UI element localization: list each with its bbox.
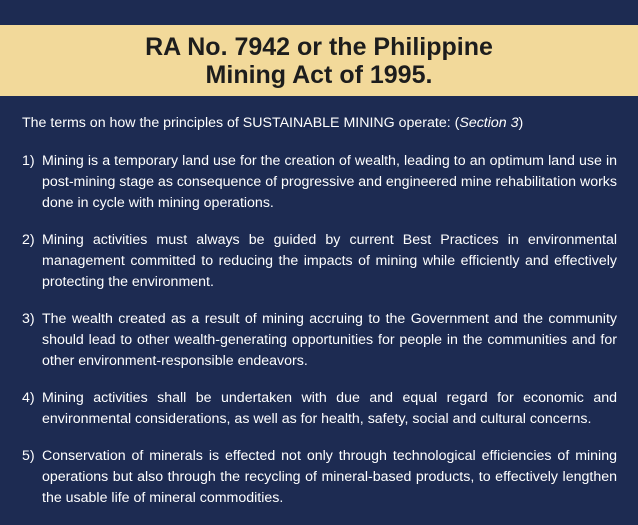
page-title-line-2: Mining Act of 1995. [205, 60, 433, 89]
list-item-text: Conservation of minerals is effected not only through technological efficiencies of mining operations but also through the recycling of mineral-based products, to effectively lengthen the usable life of mineral commodities. [42, 448, 617, 506]
intro-close-paren: ) [518, 115, 524, 131]
list-item [22, 309, 617, 372]
list-item-text: Mining is a temporary land use for the creation of wealth, leading to an optimum land use in post-mining stage as consequence of progressive and engineered mine rehabilitation works done in cycle with mining operations. [42, 153, 617, 211]
title-banner [0, 25, 638, 96]
list-item-number: 4) [22, 390, 35, 406]
list-item [22, 388, 617, 430]
list-item-text: Mining activities must always be guided by current Best Practices in environmental management committed to reducing the impacts of mining while efficiently and effectively protecting the environment. [42, 232, 617, 290]
list-item [22, 230, 617, 293]
list-item-text: Mining activities shall be undertaken with due and equal regard for economic and environmental considerations, as well as for health, safety, social and cultural concerns. [42, 390, 617, 427]
page-title-line-1: RA No. 7942 or the Philippine [145, 32, 493, 61]
intro-text: The terms on how the principles of SUSTAINABLE MINING operate: ( [22, 115, 460, 131]
list-item-number: 5) [22, 448, 35, 464]
list-item [22, 151, 617, 214]
intro-section-reference: Section 3 [459, 115, 519, 131]
list-item-number: 3) [22, 311, 35, 327]
list-item-text: The wealth created as a result of mining accruing to the Government and the community should lead to other wealth-generating opportunities for people in the communities and for other environment-responsible endeavors. [42, 311, 617, 369]
list-item [22, 446, 617, 509]
slide-content [22, 113, 617, 525]
intro-paragraph [22, 113, 617, 134]
list-item-number: 1) [22, 153, 35, 169]
list-item-number: 2) [22, 232, 35, 248]
principles-list [22, 151, 617, 509]
